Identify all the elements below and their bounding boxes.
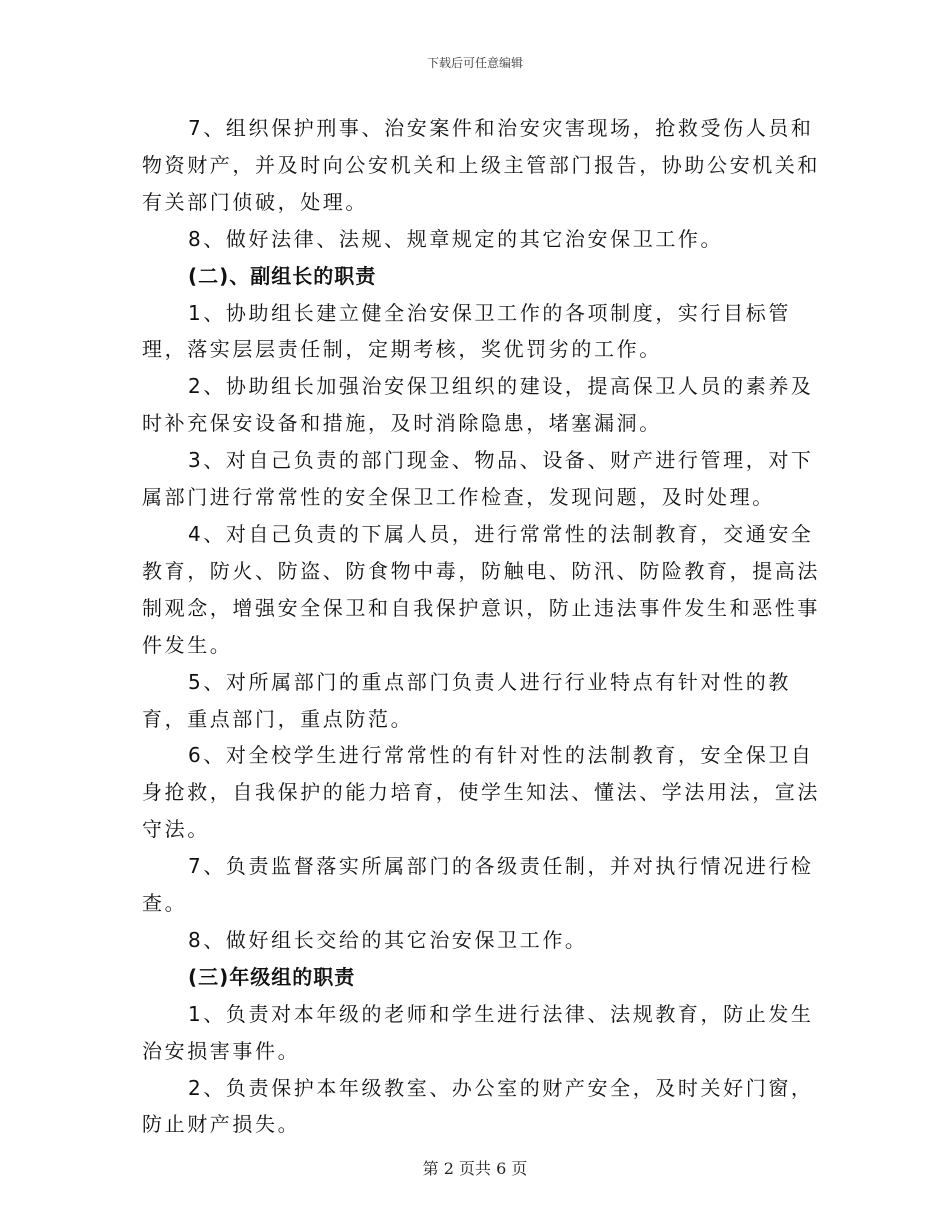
document-body xyxy=(142,110,832,1143)
page-footer: 第 2 页共 6 页 xyxy=(422,1159,528,1178)
list-item: 7、负责监督落实所属部门的各级责任制，并对执行情况进行检查。 xyxy=(142,854,814,916)
list-item: 1、协助组长建立健全治安保卫工作的各项制度，实行目标管理，落实层层责任制，定期考核，奖优罚劣的工作。 xyxy=(142,300,791,362)
list-item: 6、对全校学生进行常常性的有针对性的法制教育，安全保卫自身抢救，自我保护的能力培育，使学生知法、懂法、学法用法，宣法守法。 xyxy=(142,743,820,842)
list-item: 4、对自己负责的下属人员，进行常常性的法制教育，交通安全教育，防火、防盗、防食物中毒，防触电、防汛、防险教育，提高法制观念，增强安全保卫和自我保护意识，防止违法事件发生和恶性事件发生。 xyxy=(142,521,820,657)
page-header: 下载后可任意编辑 xyxy=(426,56,523,70)
list-item: 2、负责保护本年级教室、办公室的财产安全，及时关好门窗，防止财产损失。 xyxy=(142,1075,814,1137)
list-item: 8、做好法律、法规、规章规定的其它治安保卫工作。 xyxy=(188,226,724,251)
list-item: 5、对所属部门的重点部门负责人进行行业特点有针对性的教育，重点部门，重点防范。 xyxy=(142,669,791,731)
list-item: 7、组织保护刑事、治安案件和治安灾害现场，抢救受伤人员和物资财产，并及时向公安机关和上级主管部门报告，协助公安机关和有关部门侦破，处理。 xyxy=(142,116,820,214)
section-heading: (二)、副组长的职责 xyxy=(188,263,377,288)
list-item: 3、对自己负责的部门现金、物品、设备、财产进行管理，对下属部门进行常常性的安全保卫工作检查，发现问题，及时处理。 xyxy=(142,448,814,510)
list-item: 2、协助组长加强治安保卫组织的建设，提高保卫人员的素养及时补充保安设备和措施，及时消除隐患，堵塞漏洞。 xyxy=(142,374,814,436)
list-item: 8、做好组长交给的其它治安保卫工作。 xyxy=(188,927,588,952)
list-item: 1、负责对本年级的老师和学生进行法律、法规教育，防止发生治安损害事件。 xyxy=(142,1001,814,1063)
section-heading: (三)年级组的职责 xyxy=(188,964,356,989)
